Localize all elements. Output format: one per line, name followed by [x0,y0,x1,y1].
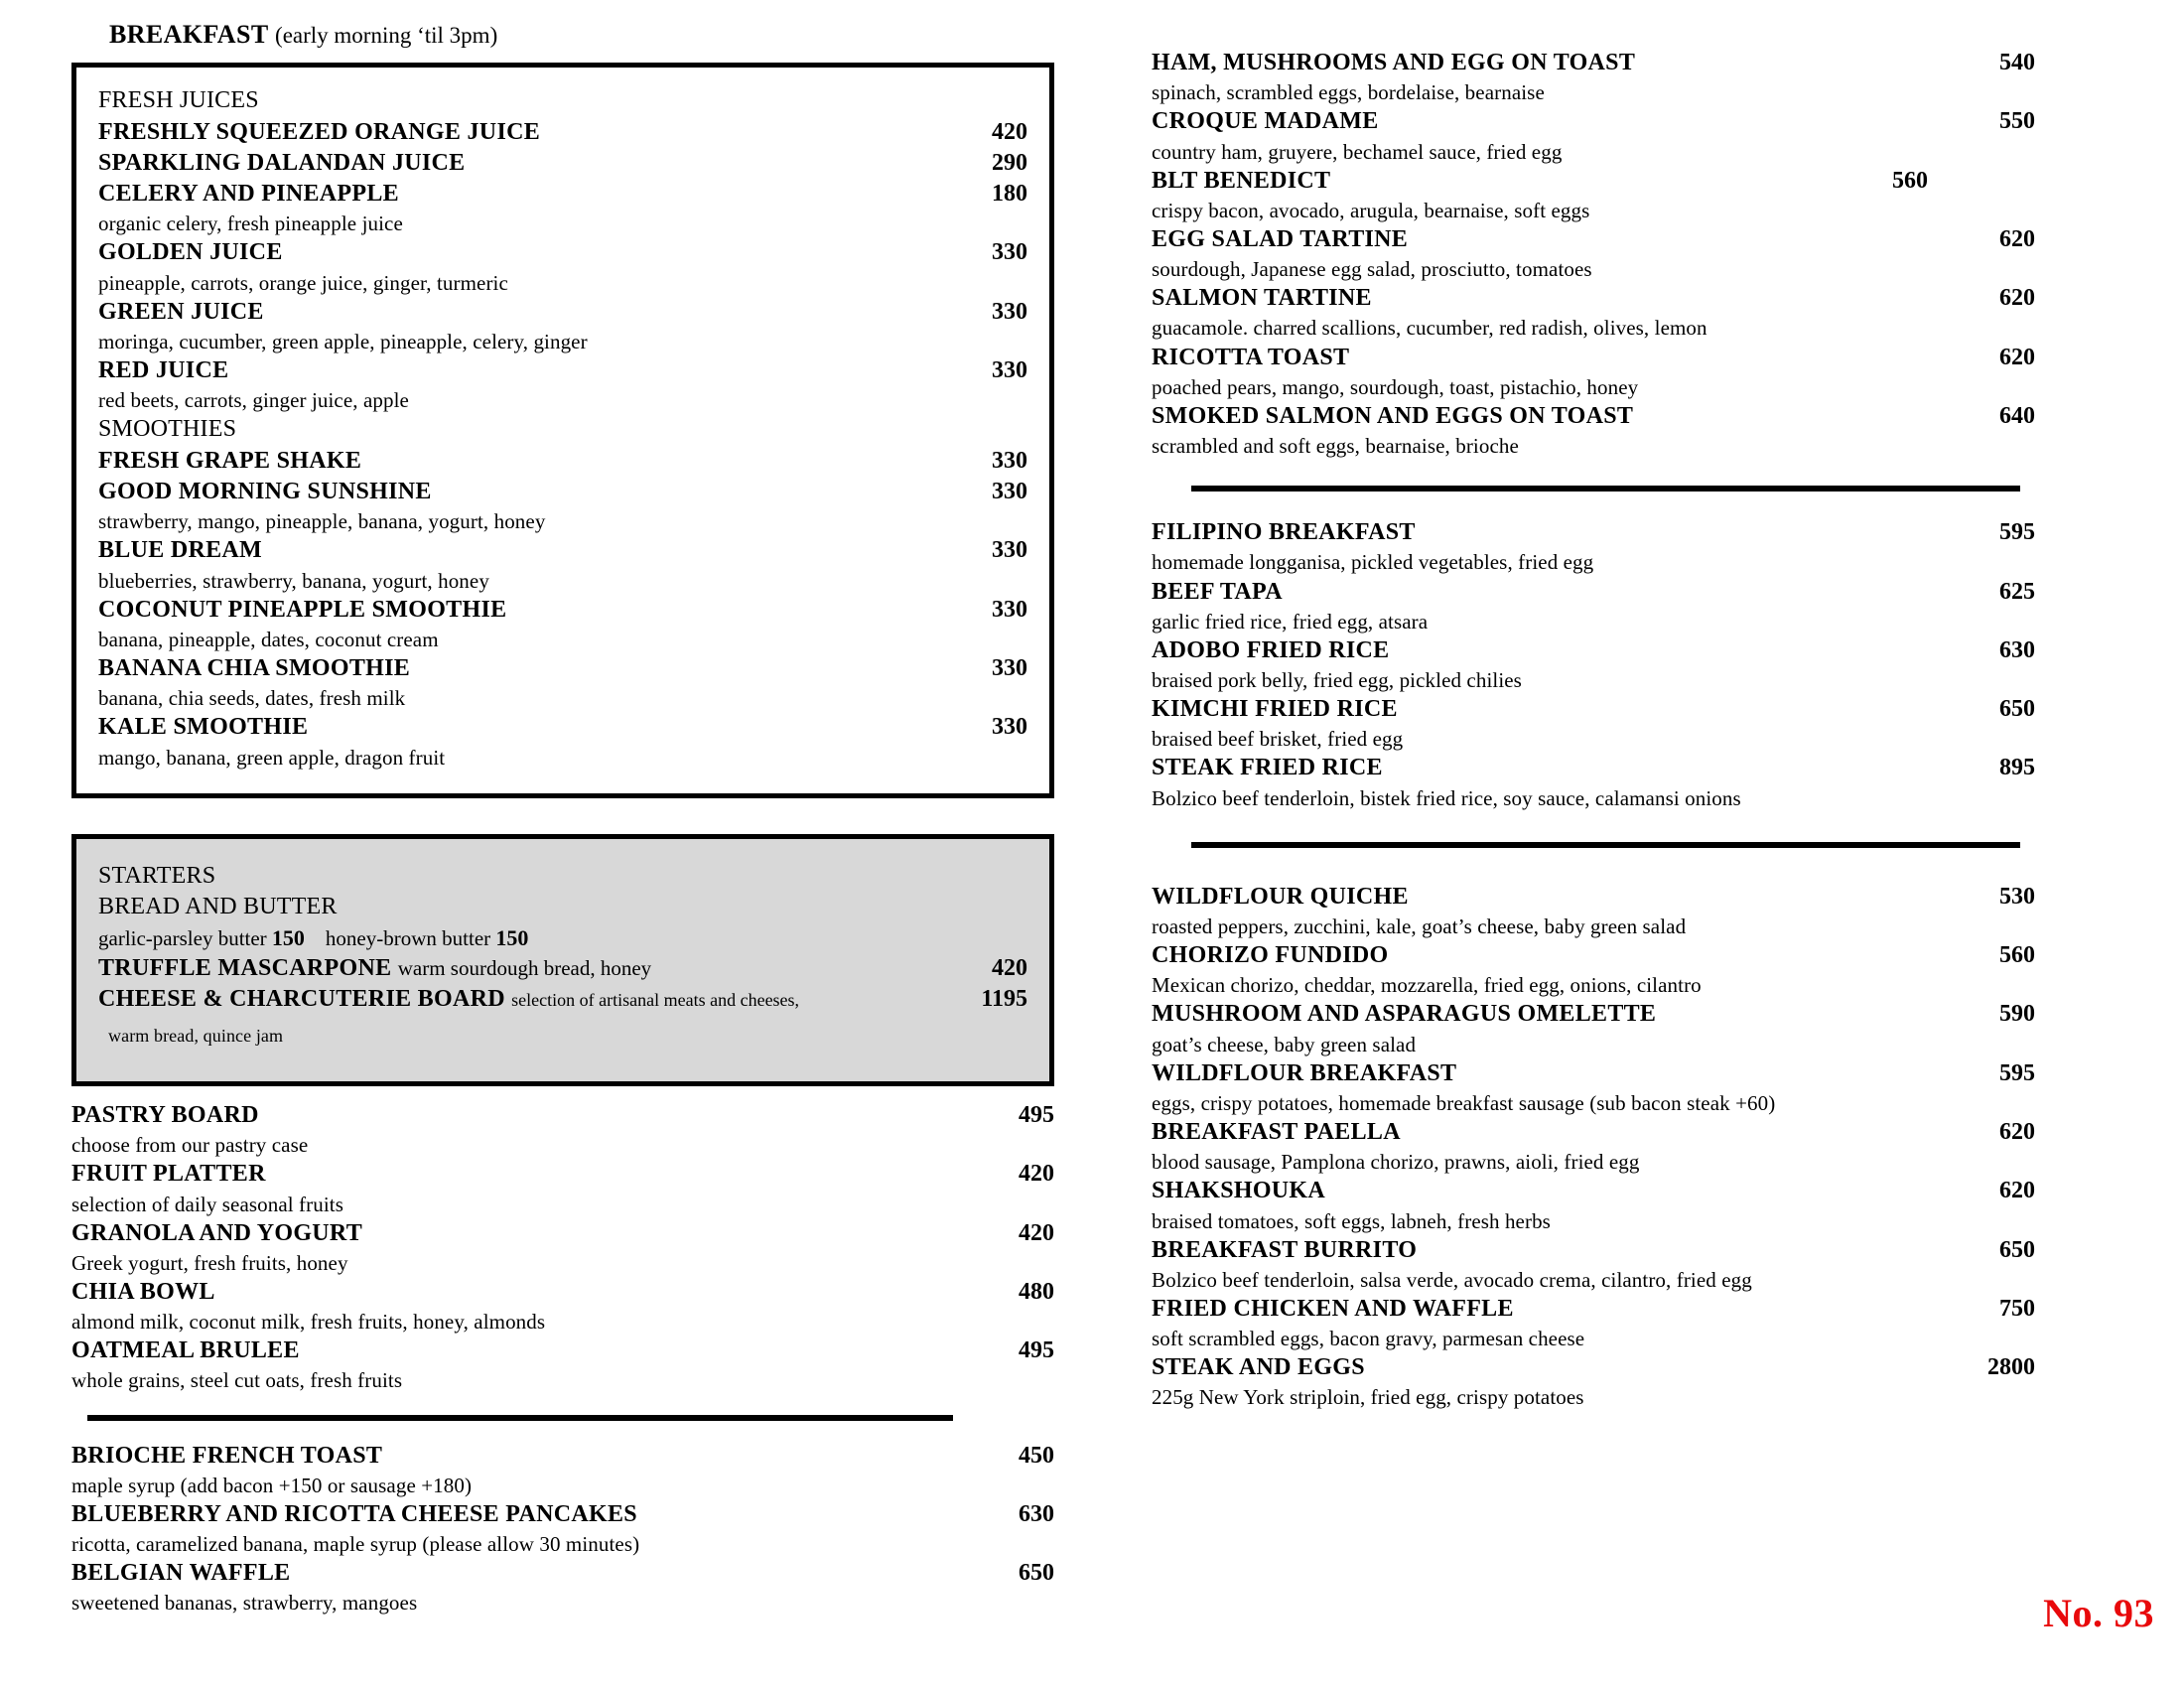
item-description: moringa, cucumber, green apple, pineapple, celery, ginger [98,329,588,353]
item-price: 420 [992,118,1027,145]
menu-row [71,1218,1054,1249]
item-name: BLT BENEDICT [1152,167,1331,194]
item-name: CELERY AND PINEAPPLE [98,181,399,208]
item-description: scrambled and soft eggs, bearnaise, brioche [1152,434,1519,459]
menu-row [98,953,1027,984]
item-price: 180 [992,181,1027,208]
item-description: roasted peppers, zucchini, kale, goat’s cheese, baby green salad [1152,914,1687,938]
item-name: SHAKSHOUKA [1152,1178,1326,1204]
item-name [98,953,651,984]
menu-row [98,179,1027,210]
item-description: soft scrambled eggs, bacon gravy, parmesan cheese [1152,1327,1585,1351]
menu-row [71,1159,1054,1190]
menu-row [1152,635,2035,666]
item-price: 590 [1999,1001,2035,1028]
item-price: 330 [992,537,1027,564]
menu-row [98,984,1027,1015]
item-price: 1195 [981,985,1027,1012]
item-description: 225g New York striploin, fried egg, crispy potatoes [1152,1385,1584,1410]
item-name: SALMON TARTINE [1152,285,1372,312]
menu-row [71,1336,1054,1366]
item-price: 495 [1019,1337,1054,1364]
menu-row [98,446,1027,477]
item-description: Bolzico beef tenderloin, bistek fried rice, soy sauce, calamansi onions [1152,785,1741,810]
menu-row [1152,1294,2035,1325]
item-price: 450 [1019,1442,1054,1469]
item-price: 560 [1892,167,1928,194]
item-name: STEAK AND EGGS [1152,1354,1365,1381]
item-name: BRIOCHE FRENCH TOAST [71,1442,383,1469]
item-price: 495 [1019,1102,1054,1129]
item-description: ricotta, caramelized banana, maple syrup (please allow 30 minutes) [71,1532,640,1557]
item-description-continued: warm bread, quince jam [108,1025,284,1046]
item-price: 330 [992,596,1027,623]
butter-option-price: 150 [495,925,529,951]
butter-option-label: honey-brown butter [325,926,491,951]
item-name: GOLDEN JUICE [98,239,283,266]
item-name: ADOBO FRIED RICE [1152,636,1390,663]
menu-row [1152,1235,2035,1266]
item-name: CROQUE MADAME [1152,108,1379,135]
item-description: whole grains, steel cut oats, fresh fruits [71,1368,403,1393]
right-top-group [1152,48,2035,460]
item-name: GRANOLA AND YOGURT [71,1219,363,1246]
item-price: 420 [992,954,1027,981]
item-description: braised pork belly, fried egg, pickled chilies [1152,668,1522,692]
item-description: Bolzico beef tenderloin, salsa verde, avocado crema, cilantro, fried egg [1152,1267,1752,1292]
item-description: almond milk, coconut milk, fresh fruits, honey, almonds [71,1310,546,1335]
item-description: red beets, carrots, ginger juice, apple [98,388,409,413]
menu-row [98,237,1027,268]
item-description: guacamole. charred scallions, cucumber, red radish, olives, lemon [1152,316,1707,341]
item-price: 2800 [1987,1354,2035,1381]
item-name: PASTRY BOARD [71,1102,259,1129]
item-name-text: TRUFFLE MASCARPONE [98,954,392,981]
item-price: 895 [1999,755,2035,781]
item-price: 620 [1999,1119,2035,1145]
item-price: 540 [1999,50,2035,75]
item-name: FRUIT PLATTER [71,1161,266,1188]
item-description: homemade longganisa, pickled vegetables, fried egg [1152,550,1594,575]
subheading-smoothies: SMOOTHIES [98,416,237,443]
item-price: 330 [992,714,1027,741]
item-price: 560 [1999,942,2035,969]
item-description: blood sausage, Pamplona chorizo, prawns, aioli, fried egg [1152,1150,1640,1175]
item-name: BLUE DREAM [98,537,263,564]
item-name-bread-and-butter: BREAD AND BUTTER [98,894,338,920]
item-description: poached pears, mango, sourdough, toast, pistachio, honey [1152,374,1639,399]
butter-option-price: 150 [271,925,305,951]
item-description: eggs, crispy potatoes, homemade breakfast sausage (sub bacon steak +60) [1152,1090,1776,1115]
right-column [1152,48,2035,1412]
item-description: Mexican chorizo, cheddar, mozzarella, fried egg, onions, cilantro [1152,973,1702,998]
item-price: 330 [992,655,1027,682]
menu-row [1152,48,2035,78]
item-name: BLUEBERRY AND RICOTTA CHEESE PANCAKES [71,1500,637,1527]
item-name: WILDFLOUR QUICHE [1152,883,1409,910]
item-description: selection of daily seasonal fruits [71,1192,343,1216]
item-price: 420 [1019,1161,1054,1188]
item-description: braised tomatoes, soft eggs, labneh, fresh herbs [1152,1208,1551,1233]
item-price: 290 [992,149,1027,176]
item-description: sweetened bananas, strawberry, mangoes [71,1591,418,1616]
menu-row [1152,882,2035,913]
butter-option-label: garlic-parsley butter [98,926,267,951]
item-name: RICOTTA TOAST [1152,344,1350,370]
item-name: STEAK FRIED RICE [1152,755,1383,781]
menu-row [1152,517,2035,548]
page-title [71,20,1054,50]
left-column [71,20,1054,1618]
menu-row [98,355,1027,386]
menu-row [98,477,1027,507]
item-name: FILIPINO BREAKFAST [1152,519,1416,546]
item-price: 620 [1999,225,2035,252]
item-price: 420 [1019,1219,1054,1246]
item-name: KIMCHI FRIED RICE [1152,696,1398,723]
item-name: SMOKED SALMON AND EGGS ON TOAST [1152,402,1634,429]
item-price: 550 [1999,108,2035,135]
item-price: 650 [1999,696,2035,723]
menu-row [1152,694,2035,725]
item-name: BANANA CHIA SMOOTHIE [98,655,411,682]
item-description: sourdough, Japanese egg salad, prosciutto, tomatoes [1152,257,1592,282]
item-description: mango, banana, green apple, dragon fruit [98,745,446,770]
menu-row [71,1499,1054,1530]
item-name: COCONUT PINEAPPLE SMOOTHIE [98,596,507,623]
item-price: 595 [1999,1059,2035,1086]
item-description: country ham, gruyere, bechamel sauce, fried egg [1152,139,1563,164]
menu-row [98,297,1027,328]
item-description: pineapple, carrots, orange juice, ginger, turmeric [98,270,508,295]
menu-row [71,1100,1054,1131]
menu-row [1152,166,2035,197]
item-name: CHIA BOWL [71,1278,215,1305]
item-price: 620 [1999,344,2035,370]
item-description: banana, pineapple, dates, coconut cream [98,627,439,651]
menu-row [1152,940,2035,971]
menu-row [71,1441,1054,1472]
item-description: braised beef brisket, fried egg [1152,727,1404,752]
item-description: goat’s cheese, baby green salad [1152,1032,1417,1056]
item-description: crispy bacon, avocado, arugula, bearnaise, soft eggs [1152,198,1590,222]
menu-row [1152,999,2035,1030]
item-name: FRIED CHICKEN AND WAFFLE [1152,1295,1514,1322]
item-description: strawberry, mango, pineapple, banana, yogurt, honey [98,509,546,534]
item-name: BEEF TAPA [1152,578,1283,605]
item-price: 330 [992,298,1027,325]
fresh-juices-box [71,63,1054,798]
item-price: 595 [1999,519,2035,546]
menu-row [98,148,1027,179]
page-title-hours: (early morning ‘til 3pm) [275,23,498,48]
item-name: BREAKFAST PAELLA [1152,1119,1401,1145]
section-divider [87,1415,953,1421]
item-price: 650 [1019,1560,1054,1587]
item-name: OATMEAL BRULEE [71,1337,300,1364]
item-name: KALE SMOOTHIE [98,714,309,741]
item-name: SPARKLING DALANDAN JUICE [98,149,466,176]
item-price: 530 [1999,883,2035,910]
bread-butter-options [98,923,1027,952]
item-price: 330 [992,447,1027,474]
item-name: RED JUICE [98,356,229,383]
subheading-fresh-juices: FRESH JUICES [98,87,259,113]
item-price: 640 [1999,402,2035,429]
item-name: HAM, MUSHROOMS AND EGG ON TOAST [1152,50,1636,75]
item-inline-description: warm sourdough bread, honey [397,955,652,980]
menu-row [1152,577,2035,608]
item-name: BELGIAN WAFFLE [71,1560,291,1587]
item-name: BREAKFAST BURRITO [1152,1236,1418,1263]
item-price: 330 [992,239,1027,266]
menu-row [1152,1117,2035,1148]
menu-row [1152,401,2035,432]
menu-row [71,1558,1054,1589]
subheading-starters: STARTERS [98,862,216,889]
item-name: WILDFLOUR BREAKFAST [1152,1059,1457,1086]
item-description: organic celery, fresh pineapple juice [98,211,403,236]
item-name: GOOD MORNING SUNSHINE [98,479,432,505]
item-name: EGG SALAD TARTINE [1152,225,1409,252]
item-description: blueberries, strawberry, banana, yogurt, honey [98,568,489,593]
page-number: No. 93 [2043,1591,2154,1635]
starters-box [71,834,1054,1086]
item-name: FRESH GRAPE SHAKE [98,447,362,474]
item-price: 330 [992,356,1027,383]
item-name-text: CHEESE & CHARCUTERIE BOARD [98,985,505,1012]
menu-row [98,595,1027,626]
left-bottom-group [71,1441,1054,1618]
item-name: FRESHLY SQUEEZED ORANGE JUICE [98,118,541,145]
item-description: Greek yogurt, fresh fruits, honey [71,1250,348,1275]
item-description: garlic fried rice, fried egg, atsara [1152,609,1429,633]
menu-row [71,1277,1054,1308]
item-description: choose from our pastry case [71,1133,309,1158]
item-price: 620 [1999,285,2035,312]
menu-row [98,712,1027,743]
menu-row [1152,1176,2035,1206]
item-price: 750 [1999,1295,2035,1322]
item-description: banana, chia seeds, dates, fresh milk [98,686,406,711]
box-spacer [71,798,1054,834]
menu-row [98,535,1027,566]
page-title-main: BREAKFAST [109,20,269,49]
item-name [98,984,799,1015]
section-divider [1191,486,2020,492]
item-inline-description: selection of artisanal meats and cheeses, [511,989,800,1010]
menu-row [98,117,1027,148]
menu-row [98,653,1027,684]
menu-row [1152,1352,2035,1383]
item-name: CHORIZO FUNDIDO [1152,942,1389,969]
item-price: 630 [1019,1500,1054,1527]
menu-row [1152,224,2035,255]
item-description: maple syrup (add bacon +150 or sausage +180) [71,1473,473,1497]
item-price: 625 [1999,578,2035,605]
right-bottom-group [1152,882,2035,1412]
item-name: MUSHROOM AND ASPARAGUS OMELETTE [1152,1001,1657,1028]
item-price: 330 [992,479,1027,505]
left-mid-group [71,1100,1054,1395]
menu-row [1152,753,2035,783]
item-name: GREEN JUICE [98,298,264,325]
menu-row [1152,106,2035,137]
item-price: 650 [1999,1236,2035,1263]
item-price: 480 [1019,1278,1054,1305]
menu-row [1152,1058,2035,1089]
menu-row [1152,283,2035,314]
section-divider [1191,842,2020,848]
item-price: 630 [1999,636,2035,663]
item-price: 620 [1999,1178,2035,1204]
right-mid-group [1152,517,2035,812]
menu-row [1152,343,2035,373]
item-description: spinach, scrambled eggs, bordelaise, bearnaise [1152,80,1545,105]
